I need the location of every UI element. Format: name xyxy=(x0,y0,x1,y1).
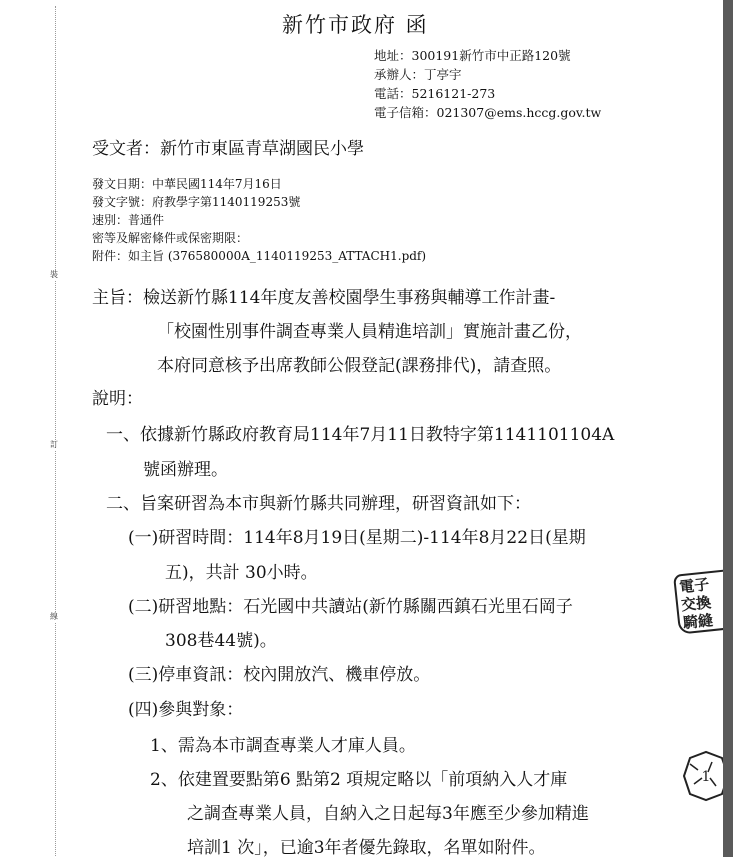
binding-line xyxy=(55,6,56,856)
document-title: 新竹市政府 函 xyxy=(282,13,429,37)
delivery-speed: 速別：普通件 xyxy=(92,213,165,227)
subject-line-1: 主旨：檢送新竹縣114年度友善校園學生事務與輔導工作計畫- xyxy=(92,288,556,308)
binding-mark-ding: 訂 xyxy=(50,440,58,449)
participant-point-2-line-3: 培訓1 次」，已逾3年者優先錄取，名單如附件。 xyxy=(187,838,546,857)
document-number: 發文字號：府教學字第1140119253號 xyxy=(92,195,301,209)
recipient: 受文者：新竹市東區青草湖國民小學 xyxy=(92,139,364,159)
explanation-item-1-line-1: 一、依據新竹縣政府教育局114年7月11日教特字第1141101104A xyxy=(106,425,615,445)
binding-mark-xian: 線 xyxy=(50,612,58,621)
sub-item-2-line-1: (二)研習地點：石光國中共讀站(新竹縣關西鎮石光里石岡子 xyxy=(128,597,573,617)
page-number: 1 xyxy=(701,769,711,785)
electronic-exchange-seam-stamp: 電子交換騎縫 xyxy=(673,569,723,634)
explanation-item-1-line-2: 號函辦理。 xyxy=(143,460,228,480)
secrecy-level: 密等及解密條件或保密期限： xyxy=(92,231,249,245)
page-seal-icon xyxy=(676,748,723,804)
participant-point-2-line-2: 之調查專業人員，自納入之日起每3年應至少參加精進 xyxy=(187,804,589,824)
sub-item-4: (四)參與對象： xyxy=(128,700,244,720)
binding-mark-zhuang: 裝 xyxy=(50,270,58,279)
sender-contact: 承辦人：丁亭宇 xyxy=(374,67,462,82)
issue-date: 發文日期：中華民國114年7月16日 xyxy=(92,177,282,191)
sender-address: 地址：300191新竹市中正路120號 xyxy=(374,48,571,63)
explanation-heading: 說明： xyxy=(92,389,143,409)
attachment: 附件：如主旨 (376580000A_1140119253_ATTACH1.pdf) xyxy=(92,249,427,263)
sub-item-3: (三)停車資訊：校內開放汽、機車停放。 xyxy=(128,665,431,685)
sub-item-1-line-2: 五)，共計 30小時。 xyxy=(165,563,318,583)
subject-line-3: 本府同意核予出席教師公假登記(課務排代)，請查照。 xyxy=(157,356,562,376)
participant-point-1: 1、需為本市調查專業人才庫人員。 xyxy=(150,736,416,756)
sender-email: 電子信箱：021307@ems.hccg.gov.tw xyxy=(374,105,602,120)
explanation-item-2: 二、旨案研習為本市與新竹縣共同辦理，研習資訊如下： xyxy=(106,494,531,514)
sub-item-2-line-2: 308巷44號)。 xyxy=(165,631,277,651)
subject-line-2: 「校園性別事件調查專業人員精進培訓」實施計畫乙份， xyxy=(157,322,582,342)
sender-phone: 電話：5216121-273 xyxy=(374,86,496,101)
participant-point-2-line-1: 2、依建置要點第6 點第2 項規定略以「前項納入人才庫 xyxy=(150,770,568,790)
sub-item-1-line-1: (一)研習時間：114年8月19日(星期二)-114年8月22日(星期 xyxy=(128,528,586,548)
viewer-right-edge xyxy=(723,0,733,857)
